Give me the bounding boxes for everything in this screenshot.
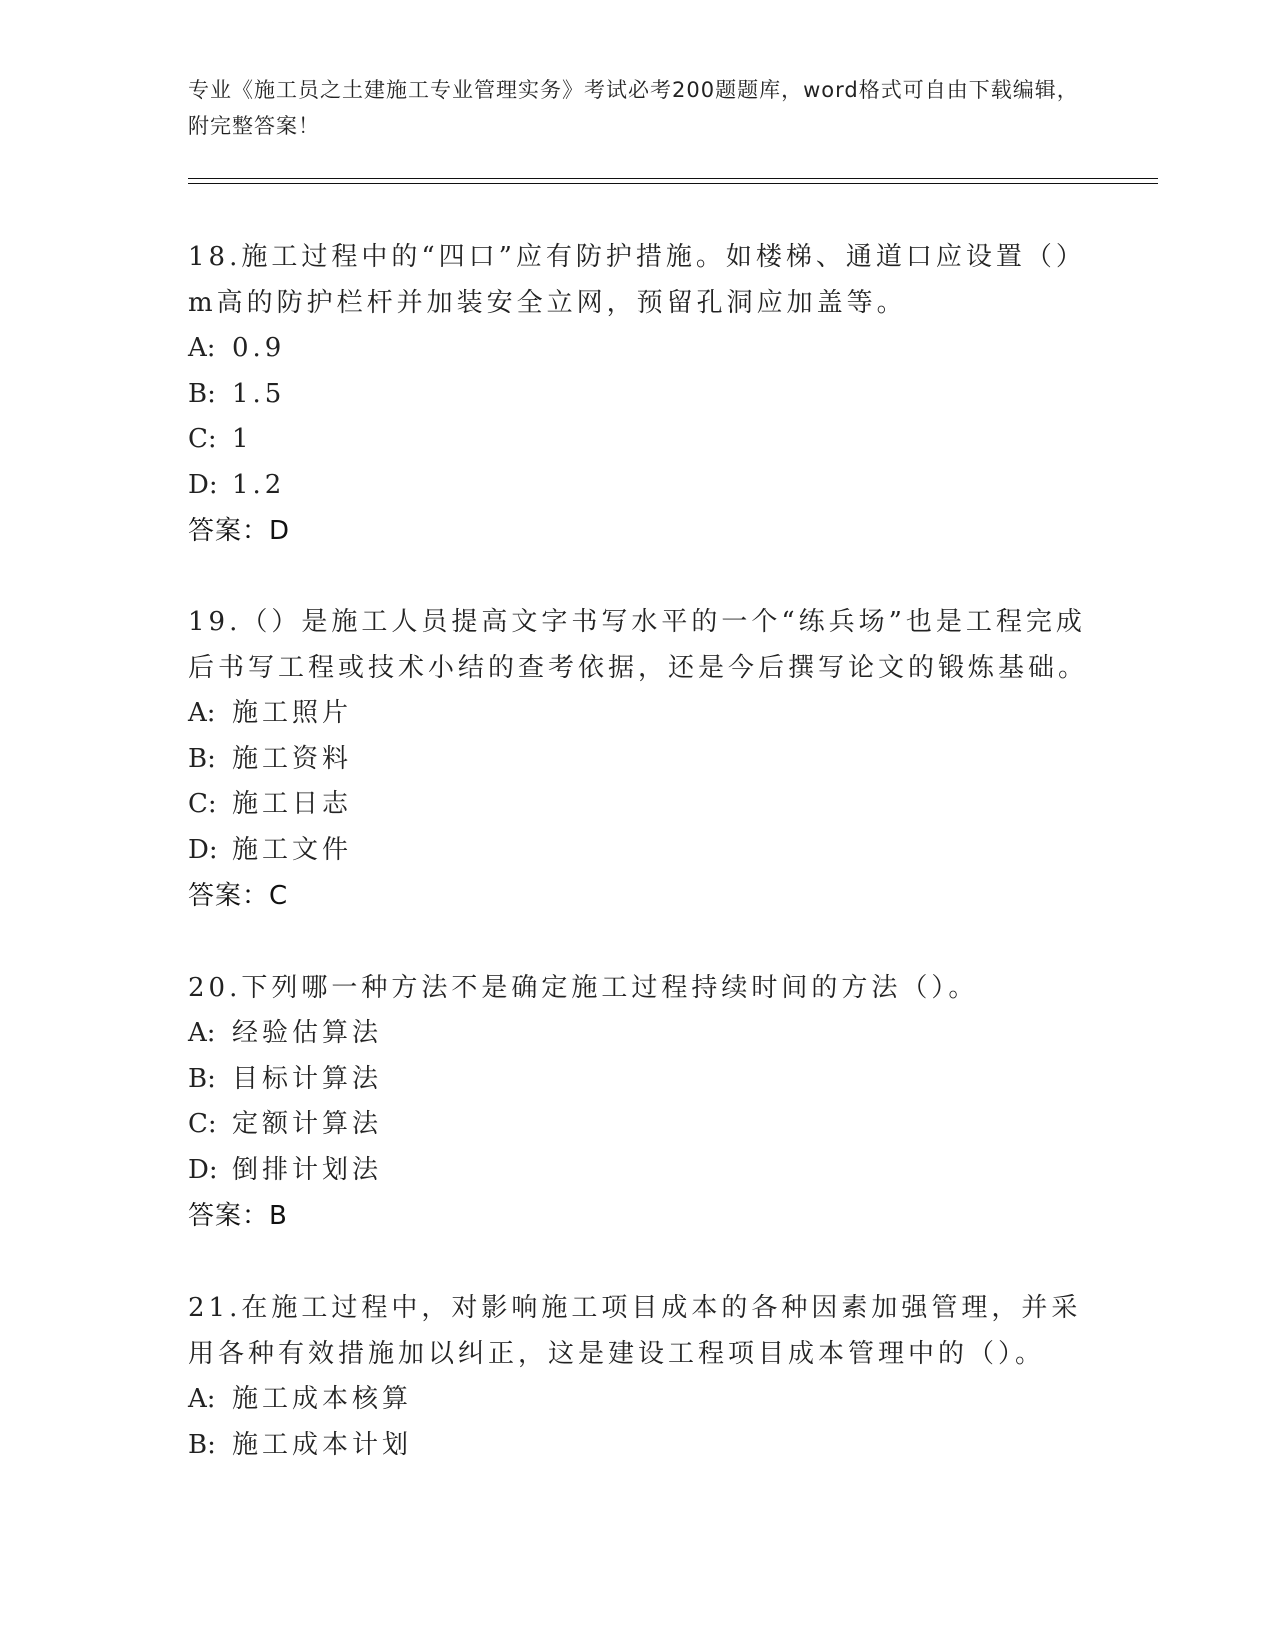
option-a [188, 1011, 1088, 1057]
option-label: D: [188, 469, 218, 500]
question-21 [188, 1285, 1088, 1468]
option-c [188, 782, 1088, 828]
option-d [188, 463, 1088, 509]
option-text: 经验估算法 [232, 1018, 383, 1048]
question-text: 20.下列哪一种方法不是确定施工过程持续时间的方法（）。 [188, 973, 979, 1003]
option-c [188, 1102, 1088, 1148]
option-text: 施工日志 [232, 789, 353, 819]
option-label: A: [188, 1384, 216, 1414]
option-text: 施工成本计划 [232, 1429, 413, 1460]
option-text: 1.5 [232, 378, 286, 409]
question-18 [188, 234, 1088, 554]
option-a [188, 326, 1088, 372]
option-label: B: [188, 1063, 216, 1094]
option-label: C: [188, 424, 217, 454]
option-text: 1.2 [232, 469, 286, 500]
option-a [188, 691, 1088, 737]
option-text: 0.9 [232, 333, 286, 363]
option-text: 施工照片 [232, 698, 353, 728]
answer-key: 答案：C [188, 881, 289, 911]
option-label: D: [188, 834, 218, 865]
option-text: 1 [232, 424, 253, 454]
option-label: B: [188, 378, 216, 409]
option-a [188, 1377, 1088, 1423]
option-label: A: [188, 698, 216, 728]
option-text: 目标计算法 [232, 1063, 383, 1094]
option-d [188, 828, 1088, 874]
option-label: B: [188, 743, 216, 774]
option-c [188, 417, 1088, 463]
document-header: 专业《施工员之土建施工专业管理实务》考试必考200题题库，word格式可自由下载编辑，附完整答案！ [188, 78, 1079, 138]
question-19 [188, 599, 1088, 919]
option-label: A: [188, 1018, 216, 1048]
header-divider-bottom [188, 183, 1158, 184]
question-20 [188, 965, 1088, 1239]
question-text: 19.（）是施工人员提高文字书写水平的一个“练兵场”也是工程完成后书写工程或技术小结的查考依据，还是今后撰写论文的锻炼基础。 [188, 607, 1089, 683]
answer-key: 答案：D [188, 516, 291, 546]
option-label: B: [188, 1429, 216, 1460]
option-text: 施工文件 [232, 834, 353, 865]
option-label: C: [188, 1109, 217, 1139]
question-text: 21.在施工过程中，对影响施工项目成本的各种因素加强管理，并采用各种有效措施加以纠正，这是建设工程项目成本管理中的（）。 [188, 1293, 1082, 1369]
option-b [188, 1057, 1088, 1103]
option-label: A: [188, 333, 216, 363]
option-label: C: [188, 789, 217, 819]
option-text: 倒排计划法 [232, 1154, 383, 1185]
question-text: 18.施工过程中的“四口”应有防护措施。如楼梯、通道口应设置（）m高的防护栏杆并加装安全立网，预留孔洞应加盖等。 [188, 242, 1086, 318]
header-divider-top [188, 178, 1158, 179]
option-b [188, 372, 1088, 418]
option-b [188, 1423, 1088, 1469]
answer-key: 答案：B [188, 1201, 288, 1231]
option-label: D: [188, 1154, 218, 1185]
option-text: 定额计算法 [232, 1109, 383, 1139]
option-d [188, 1148, 1088, 1194]
option-text: 施工资料 [232, 743, 353, 774]
option-text: 施工成本核算 [232, 1384, 413, 1414]
option-b [188, 737, 1088, 783]
